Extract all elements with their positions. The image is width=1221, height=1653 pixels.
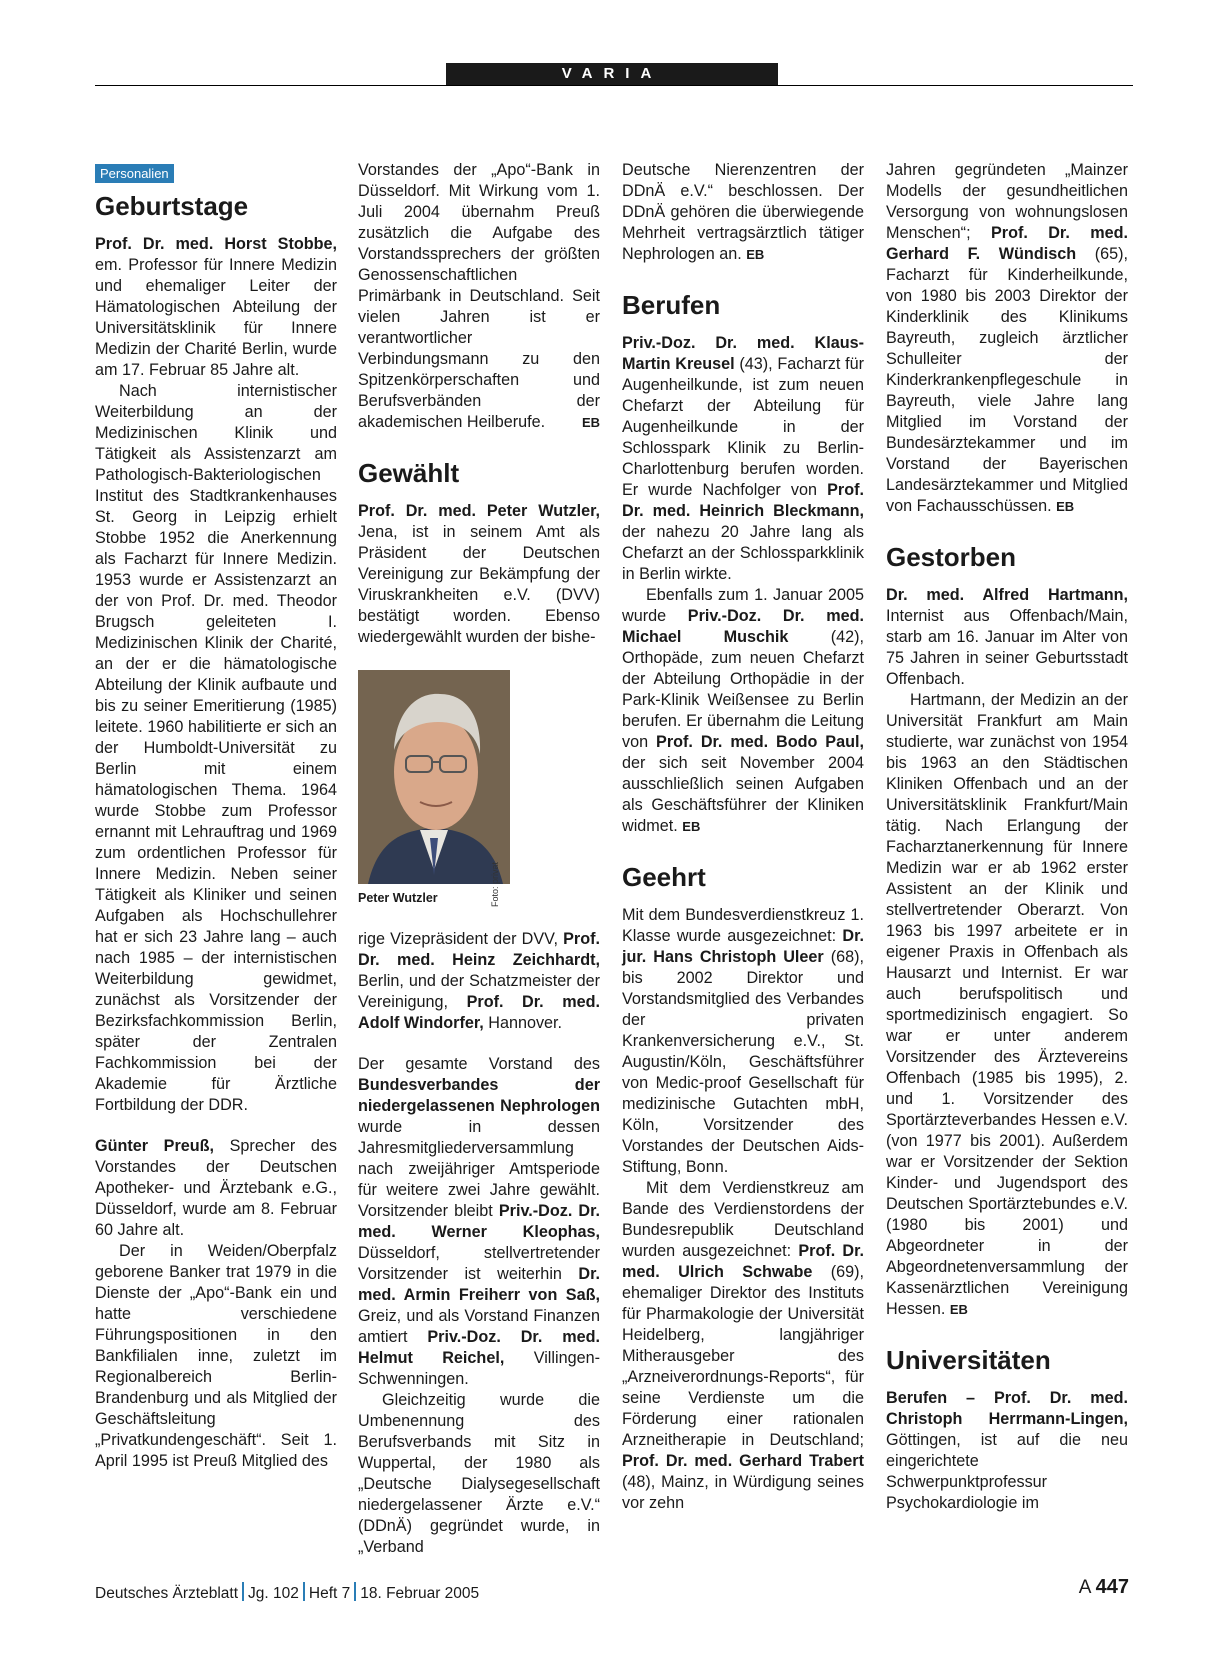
heading-appointed: Berufen (622, 290, 721, 320)
column-4 (886, 160, 1128, 1514)
photo-credit: Foto: privat (490, 862, 500, 908)
heading-universities: Universitäten (886, 1345, 1051, 1375)
paragraph-preuss-cont: Vorstandes der „Apo“-Bank in Düsseldorf. Mit Wirkung vom 1. Juli 2004 übernahm Preuß zusätzlich die Aufgabe des Vorstandssprechers der größten Genossenschaftlichen Primärbank in Deutschland. Seit vielen Jahren ist er verantwortlicher Verbindungsmann zu den Spitzenkörperschaften und Berufsverbänden der akademischen Heilberufe. EB (358, 161, 600, 431)
paragraph-stobbe-career: Nach internistischer Weiterbildung an der Medizinischen Klinik und Tätigkeit als Assistenzarzt am Pathologisch-Bakteriologischen Institut des Stadtkrankenhauses St. Georg in Leipzig erhielt Stobbe 1952 die Anerkennung als Facharzt für Innere Medizin. 1953 wurde er Assistenzarzt an der von Prof. Dr. med. Theodor Brugsch geleiteten I. Medizinischen Klinik der Charité, an der er die hämatologische Abteilung der Klinik aufbaute und bis zu seiner Emeritierung (1985) leitete. 1960 habilitierte er sich an der Humboldt-Universität zu Berlin mit einem hämatologischen Thema. 1964 wurde Stobbe zum Professor ernannt mit Lehrauftrag und 1969 zum ordentlichen Professor für Innere Medizin. Neben seiner Tätigkeit als Kliniker und seinen Aufgaben als Hochschullehrer hat er sich 23 Jahre lang – auch nach 1985 – der internistischen Weiterbildung gewidmet, zunächst als Vorsitzender der Bezirksfachkommission Berlin, später der Zentralen Fachkommission bei der Akademie für Ärztliche Fortbildung der DDR. (95, 382, 337, 1114)
paragraph-kreusel: Priv.-Doz. Dr. med. Klaus-Martin Kreusel (43), Facharzt für Augenheilkunde, ist zum neuen Chefarzt der Abteilung für Augenheilkunde in der Schlosspark Klinik zu Berlin-Charlottenburg berufen worden. Er wurde Nachfolger von Prof. Dr. med. Heinrich Bleckmann, der nahezu 20 Jahre lang als Chefarzt an der Schlossparkklinik in Berlin wirkte. (622, 334, 864, 583)
paragraph-renaming: Gleichzeitig wurde die Umbenennung des Berufsverbands mit Sitz in Wuppertal, der 1980 als „Deutsche Dialysegesellschaft niedergelassener Ärzte e.V.“ (DDnÄ) gegründet wurde, in „Verband (358, 1391, 600, 1556)
paragraph-wuendisch: Jahren gegründeten „Mainzer Modells der gesundheitlichen Versorgung von wohnungslosen Menschen“; Prof. Dr. med. Gerhard F. Wündisch (65), Facharzt für Kinderheilkunde, von 1980 bis 2003 Direktor der Kinderklinik des Klinikums Bayreuth, zugleich ärztlicher Schulleiter der Kinderkrankenpflegeschule in Bayreuth, viele Jahre lang Mitglied im Vorstand der Bundesärztekammer und im Vorstand der Bayerischen Landesärztekammer und Mitglied von Fachausschüssen. EB (886, 161, 1128, 515)
footer-issue: Heft 7 (308, 1585, 351, 1602)
photo-caption: Peter Wutzler (358, 891, 438, 905)
paragraph-hartmann: Dr. med. Alfred Hartmann, Internist aus Offenbach/Main, starb am 16. Januar im Alter von 75 Jahren in seiner Geburtsstadt Offenbach. (886, 586, 1128, 688)
footer-citation (95, 1582, 479, 1603)
heading-died: Gestorben (886, 542, 1017, 572)
column-1 (95, 160, 337, 1472)
heading-birthdays: Geburtstage (95, 191, 249, 221)
section-header-varia: VARIA (446, 63, 778, 85)
paragraph-nephrologists: Der gesamte Vorstand des Bundesverbandes der niedergelassenen Nephrologen wurde in dessen Jahresmitgliederversammlung nach zweijähriger Amtsperiode für weitere zwei Jahre gewählt. Vorsitzender bleibt Priv.-Doz. Dr. med. Werner Kleophas, Düsseldorf, stellvertretender Vorsitzender ist weiterhin Dr. med. Armin Freiherr von Saß, Greiz, und als Vorstand Finanzen amtiert Priv.-Doz. Dr. med. Helmut Reichel, Villingen-Schwenningen. (358, 1055, 600, 1388)
column-3 (622, 160, 864, 1514)
portrait-image (358, 670, 510, 884)
header-rule (95, 85, 1133, 86)
paragraph-schwabe: Mit dem Verdienstkreuz am Bande des Verdienstordens der Bundesrepublik Deutschland wurden ausgezeichnet: Prof. Dr. med. Ulrich Schwabe (69), ehemaliger Direktor des Instituts für Pharmakologie der Universität Heidelberg, langjähriger Mitherausgeber des „Arzneiverordnungs-Reports“, für seine Verdienste um die Förderung einer rationalen Arzneitherapie in Deutschland; Prof. Dr. med. Gerhard Trabert (48), Mainz, in Würdigung seines vor zehn (622, 1179, 865, 1512)
paragraph-uleer: Mit dem Bundesverdienstkreuz 1. Klasse wurde ausgezeichnet: Dr. jur. Hans Christoph Uleer (68), bis 2002 Direktor und Vorstandsmitglied des Verbandes der privaten Krankenversicherung e.V., St. Augustin/Köln, Geschäftsführer von Medic-proof Gesellschaft für medizinische Gutachten mbH, Köln, Vorsitzender des Vorstandes der Deutschen Aids-Stiftung, Bonn. (622, 906, 864, 1176)
paragraph-hartmann-career: Hartmann, der Medizin an der Universität Frankfurt am Main studierte, war zunächst von 1954 bis 1963 an den Städtischen Kliniken Offenbach und an der Universitätsklinik Frankfurt/Main tätig. Nach Erlangung der Facharztanerkennung für Innere Medizin war er ab 1962 erster Assistent an der Klinik und stellvertretender Oberarzt. Von 1963 bis 1997 arbeitete er in eigener Praxis in Offenbach als Hausarzt und Internist. Er war auch berufspolitisch und sportmedizinisch engagiert. So war er unter anderem Vorsitzender des Ärztevereins Offenbach (1985 bis 1995), 2. und 1. Vorsitzender des Sportärzteverbandes Hessen e.V. (von 1977 bis 2001). Außerdem war er Vorsitzender der Sektion Kinder- und Jugendsport des Deutschen Sportärztebundes e.V. (1980 bis 2001) und Abgeordneter in der Abgeordnetenversammlung der Kassenärztlichen Vereinigung Hessen. EB (886, 691, 1128, 1318)
footer-date: 18. Februar 2005 (360, 1585, 480, 1602)
paragraph-muschik: Ebenfalls zum 1. Januar 2005 wurde Priv.-Doz. Dr. med. Michael Muschik (42), Orthopäde, zum neuen Chefarzt der Abteilung Orthopädie in der Park-Klinik Weißensee zu Berlin berufen. Er übernahm die Leitung von Prof. Dr. med. Bodo Paul, der sich seit November 2004 ausschließlich seinen Aufgaben als Geschäftsführer der Kliniken widmet. EB (622, 586, 864, 835)
paragraph-preuss: Günter Preuß, Sprecher des Vorstandes der Deutschen Apotheker- und Ärztebank e.G., Düsseldorf, wurde am 8. Februar 60 Jahre alt. (95, 1137, 337, 1239)
paragraph-preuss-career: Der in Weiden/Oberpfalz geborene Banker trat 1979 in die Dienste der „Apo“-Bank ein und hatte verschiedene Führungspositionen in den Bankfilialen inne, zuletzt im Regionalbereich Berlin-Brandenburg und als Mitglied der Geschäftsleitung „Privatkundengeschäft“. Seit 1. April 1995 ist Preuß Mitglied des (95, 1242, 337, 1470)
paragraph-wutzler: Prof. Dr. med. Peter Wutzler, Jena, ist in seinem Amt als Präsident der Deutschen Vereinigung zur Bekämpfung der Viruskrankheiten e.V. (DVV) bestätigt worden. Ebenso wiedergewählt wurden der bishe- (358, 502, 600, 646)
heading-elected: Gewählt (358, 458, 460, 488)
paragraph-ddna: Deutsche Nierenzentren der DDnÄ e.V.“ beschlossen. Der DDnÄ gehören die überwiegende Mehrheit vertragsärztlich tätiger Nephrologen an. EB (622, 161, 864, 263)
page-number: A 447 (1078, 1576, 1129, 1598)
column-2 (358, 160, 600, 1558)
footer-volume: Jg. 102 (248, 1585, 299, 1602)
paragraph-dvv-board: rige Vizepräsident der DVV, Prof. Dr. med. Heinz Zeichhardt, Berlin, und der Schatzmeister der Vereinigung, Prof. Dr. med. Adolf Windorfer, Hannover. (358, 930, 600, 1032)
section-tag: Personalien (95, 164, 174, 183)
paragraph-stobbe: Prof. Dr. med. Horst Stobbe, em. Professor für Innere Medizin und ehemaliger Leiter der Hämatologischen Abteilung der Universitätsklinik für Innere Medizin der Charité Berlin, wurde am 17. Februar 85 Jahre alt. (95, 235, 337, 379)
paragraph-herrmann-lingen: Berufen – Prof. Dr. med. Christoph Herrmann-Lingen, Göttingen, ist auf die neu eingerichtete Schwerpunktprofessur Psychokardiologie im (886, 1389, 1128, 1512)
heading-honored: Geehrt (622, 862, 706, 892)
footer-journal: Deutsches Ärzteblatt (95, 1585, 239, 1602)
